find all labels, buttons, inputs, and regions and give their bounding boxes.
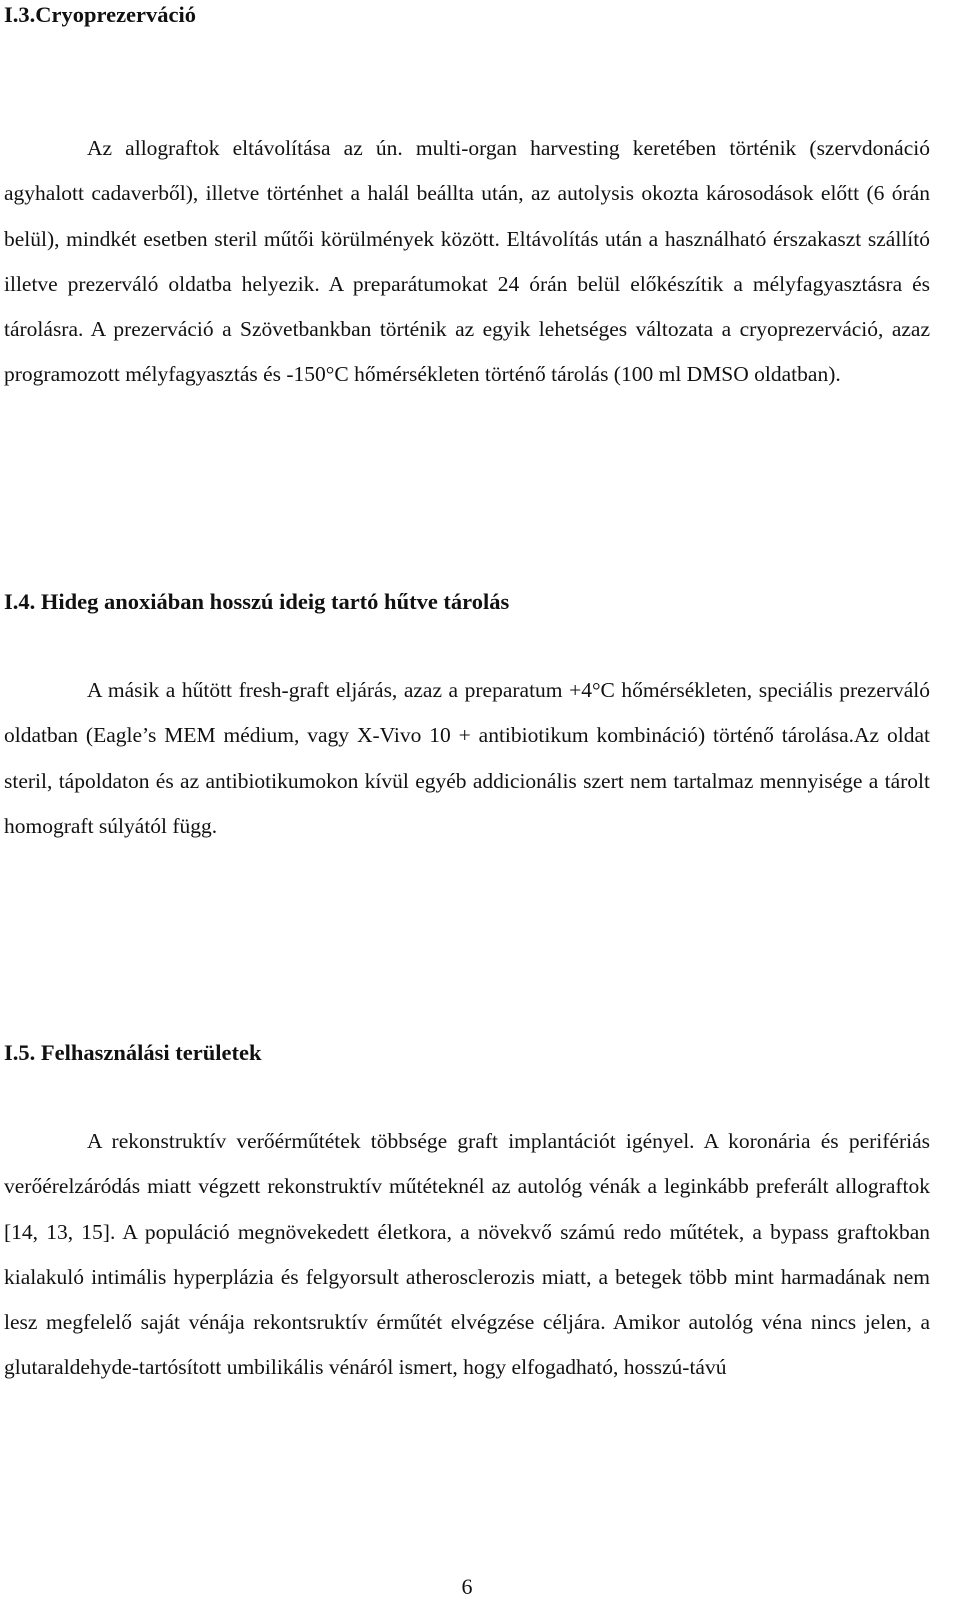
page-number: 6 [461,1574,473,1599]
section-heading-felhasznalasi-teruletek: I.5. Felhasználási területek [4,1040,262,1065]
section-paragraph-hideg-anoxia [4,668,930,849]
paragraph-text: A rekonstruktív verőérműtétek többsége graft implantációt igényel. A koronária és perifériás verőérelzáródás miatt végzett rekonstruktív műtéteknél az autológ vénák a leginkább preferált allograftok [14, 13, 15]. A populáció megnövekedett életkora, a növekvő számú redo műtétek, a bypass graftokban kialakuló intimális hyperplázia és felgyorsult atherosclerozis miatt, a betegek több mint harmadának nem lesz megfelelő saját vénája rekontsruktív érműtét elvégzése céljára. Amikor autológ véna nincs jelen, a glutaraldehyde-tartósított umbilikális vénáról ismert, hogy elfogadható, hosszú-távú [4,1129,930,1380]
section-heading-hideg-anoxia: I.4. Hideg anoxiában hosszú ideig tartó hűtve tárolás [4,589,510,614]
paragraph-text: A másik a hűtött fresh-graft eljárás, azaz a preparatum +4°C hőmérsékleten, speciális prezerváló oldatban (Eagle’s MEM médium, vagy X-Vivo 10 + antibiotikum kombináció) történő tárolása.Az oldat steril, tápoldaton és az antibiotikumokon kívül egyéb addicionális szert nem tartalmaz mennyisége a tárolt homograft súlyától függ. [4,678,930,838]
section-paragraph-cryoprezervacio [4,126,930,398]
section-paragraph-felhasznalasi-teruletek [4,1119,930,1391]
section-heading-cryoprezervacio: I.3.Cryoprezerváció [4,2,197,27]
paragraph-text: Az allograftok eltávolítása az ún. multi-organ harvesting keretében történik (szervdonáció agyhalott cadaverből), illetve történhet a halál beállta után, az autolysis okozta károsodások előtt (6 órán belül), mindkét esetben steril műtői körülmények között. Eltávolítás után a használható érszakaszt szállító illetve prezerváló oldatba helyezik. A preparátumokat 24 órán belül előkészítik a mélyfagyasztásra és tárolásra. A prezerváció a Szövetbankban történik az egyik lehetséges változata a cryoprezerváció, azaz programozott mélyfagyasztás és -150°C hőmérsékleten történő tárolás (100 ml DMSO oldatban). [4,136,930,387]
